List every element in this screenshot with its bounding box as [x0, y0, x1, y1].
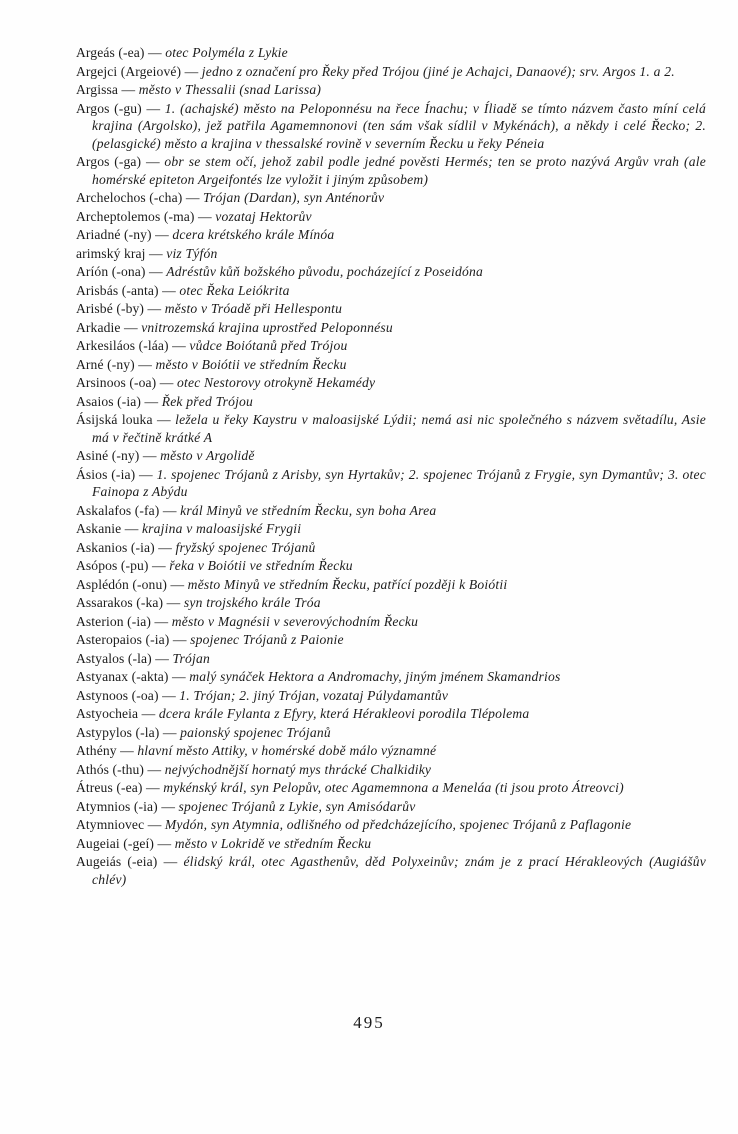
glossary-entry	[76, 44, 706, 62]
entry-term: Arkadie —	[76, 319, 142, 335]
entry-definition: město v Boiótii ve středním Řecku	[155, 356, 347, 372]
entry-definition: syn trojského krále Tróa	[183, 595, 321, 610]
entry-definition: řeka v Boiótii ve středním Řecku	[169, 558, 353, 573]
entry-definition: Trójan (Dardan), syn Anténorův	[203, 190, 385, 205]
glossary-entry	[76, 835, 706, 853]
entry-term: Arsinoos (-oa) —	[76, 375, 177, 390]
glossary-entry	[76, 189, 706, 207]
entry-term: Argos (-gu) —	[76, 100, 165, 116]
glossary-entry	[76, 779, 706, 797]
entry-definition: hlavní město Attiky, v homérské době málo významné	[137, 743, 437, 758]
entry-term: Asópos (-pu) —	[76, 558, 170, 573]
entry-term: Astyocheia —	[76, 706, 159, 721]
glossary-entry	[76, 411, 706, 446]
entry-definition: město v Magnésii v severovýchodním Řecku	[171, 613, 419, 629]
glossary-entry	[76, 300, 706, 318]
glossary-entry	[76, 853, 706, 888]
glossary-entry	[76, 742, 706, 760]
entry-term: Ásios (-ia) —	[76, 466, 157, 482]
entry-definition: 1. spojenec Trójanů z Arisby, syn Hyrtakův; 2. spojenec Trójanů z Frygie, syn Dymantův; 3. otec Fainopa z Abýdu	[92, 466, 706, 499]
entry-term: Asiné (-ny) —	[76, 448, 161, 463]
entry-definition: ležela u řeky Kaystru v maloasijské Lýdii; nemá asi nic společného s názvem světadílu, Asie má v řečtině krátké A	[92, 412, 706, 445]
entry-term: arimský kraj —	[76, 245, 167, 261]
entry-definition: otec Nestorovy otrokyně Hekamédy	[177, 375, 376, 390]
entry-term: Archelochos (-cha) —	[76, 190, 204, 205]
entry-term: Arné (-ny) —	[76, 356, 156, 372]
glossary-entry	[76, 466, 706, 501]
entry-term: Arkesiláos (-láa) —	[76, 338, 190, 353]
entry-term: Arisbé (-by) —	[76, 301, 165, 316]
entry-term: Aríón (-ona) —	[76, 264, 167, 279]
glossary-entry	[76, 502, 706, 520]
entry-definition: dcera krále Fylanta z Efyry, která Hérakleovi porodila Tlépolema	[158, 706, 530, 721]
entry-term: Askanie —	[76, 521, 142, 536]
entry-term: Ariadné (-ny) —	[76, 227, 173, 242]
entry-term: Athós (-thu) —	[76, 761, 165, 777]
glossary-entry	[76, 263, 706, 281]
entry-term: Assarakos (-ka) —	[76, 595, 184, 610]
entry-term: Athény —	[76, 743, 138, 758]
glossary-entry	[76, 282, 706, 300]
entry-definition: otec Polyméla z Lykie	[165, 45, 288, 60]
entry-definition: město Minyů ve středním Řecku, patřící později k Boiótii	[187, 576, 508, 592]
entry-term: Ásijská louka —	[76, 412, 176, 427]
glossary-entry	[76, 761, 706, 779]
entry-term: Argos (-ga) —	[76, 154, 165, 169]
entry-definition: Adréstův kůň božského původu, pocházející z Poseidóna	[166, 264, 483, 279]
entry-definition: otec Řeka Leiókrita	[179, 282, 290, 298]
entry-term: Archeptolemos (-ma) —	[76, 208, 216, 224]
entry-definition: Trójan	[172, 650, 210, 666]
entry-definition: král Minyů ve středním Řecku, syn boha Area	[180, 502, 437, 518]
glossary-entry	[76, 153, 706, 188]
glossary-entry	[76, 539, 706, 557]
glossary-entry	[76, 798, 706, 816]
entry-term: Argeás (-ea) —	[76, 45, 166, 60]
entry-definition: Mydón, syn Atymnia, odlišného od předcházejícího, spojenec Trójanů z Paflagonie	[164, 817, 632, 832]
glossary-entry	[76, 668, 706, 686]
glossary-entry	[76, 245, 706, 263]
entry-definition: vozataj Hektorův	[215, 208, 312, 224]
entry-term: Argejci (Argeiové) —	[76, 63, 202, 79]
entry-term: Askanios (-ia) —	[76, 539, 176, 555]
entry-definition: spojenec Trójanů z Lykie, syn Amisódarův	[178, 798, 416, 814]
glossary-entry	[76, 631, 706, 649]
glossary-entry	[76, 337, 706, 355]
entry-definition: viz Týfón	[166, 245, 218, 261]
glossary-entry	[76, 356, 706, 374]
glossary-entry	[76, 319, 706, 337]
entry-term: Asteropaios (-ia) —	[76, 632, 191, 647]
glossary-entry	[76, 63, 706, 81]
entry-term: Átreus (-ea) —	[76, 780, 164, 795]
glossary-entry	[76, 576, 706, 594]
glossary-entry	[76, 447, 706, 465]
entry-definition: město v Thessalii (snad Larissa)	[138, 82, 322, 97]
glossary-entry	[76, 650, 706, 668]
entry-term: Arisbás (-anta) —	[76, 282, 180, 298]
entry-term: Astyanax (-akta) —	[76, 669, 190, 684]
entry-term: Atymnios (-ia) —	[76, 798, 179, 814]
entry-term: Augeiás (-eia) —	[76, 854, 184, 869]
entry-definition: malý synáček Hektora a Andromachy, jiným jménem Skamandrios	[189, 669, 561, 684]
glossary-entry	[76, 520, 706, 538]
glossary-entry	[76, 81, 706, 99]
entry-definition: dcera krétského krále Mínóa	[172, 227, 335, 242]
entry-term: Argissa —	[76, 82, 139, 97]
entry-term: Astyalos (-la) —	[76, 650, 173, 666]
entry-definition: město v Argolidě	[160, 448, 255, 463]
glossary-entry	[76, 705, 706, 723]
entry-definition: Řek před Trójou	[161, 393, 254, 409]
entry-definition: fryžský spojenec Trójanů	[175, 539, 316, 555]
glossary-entry	[76, 724, 706, 742]
glossary-entry	[76, 687, 706, 705]
glossary-entry	[76, 816, 706, 834]
glossary-entry	[76, 557, 706, 575]
entry-definition: vnitrozemská krajina uprostřed Peloponnésu	[141, 319, 393, 335]
entry-definition: krajina v maloasijské Frygii	[141, 521, 302, 536]
glossary-entry	[76, 393, 706, 411]
entry-definition: paionský spojenec Trójanů	[180, 724, 331, 740]
entry-definition: nejvýchodnější hornatý mys thrácké Chalkidiky	[164, 761, 432, 777]
glossary-entry	[76, 100, 706, 153]
entry-definition: 1. Trójan; 2. jiný Trójan, vozataj Púlydamantův	[179, 687, 449, 703]
entry-term: Askalafos (-fa) —	[76, 502, 181, 518]
entry-term: Asaios (-ia) —	[76, 393, 162, 409]
entry-term: Augeiai (-geí) —	[76, 835, 175, 851]
entry-definition: jedno z označení pro Řeky před Trójou (jiné je Achajci, Danaové); srv. Argos 1. a 2.	[201, 63, 675, 79]
entry-term: Asterion (-ia) —	[76, 613, 172, 629]
entry-definition: 1. (achajské) město na Peloponnésu na řece Ínachu; v Íliadě se tímto názvem často míní celá krajina (Argolsko), jež patřila Agamemnonovi (ten sám však sídlil v Mykénách), a někdy i celé Řecko; 2. (pelasgické) město a krajina v thessalské rovině v severním Řecku u řeky Péneia	[92, 100, 706, 151]
entry-definition: město v Lokridě ve středním Řecku	[174, 835, 372, 851]
entry-term: Astynoos (-oa) —	[76, 687, 180, 703]
entry-term: Atymniovec —	[76, 817, 165, 832]
glossary-entry	[76, 208, 706, 226]
glossary-entry	[76, 613, 706, 631]
glossary-entry	[76, 226, 706, 244]
entry-term: Asplédón (-onu) —	[76, 576, 188, 592]
entry-definition: obr se stem očí, jehož zabil podle jedné pověsti Hermés; ten se proto nazývá Argův vrah (ale homérské epiteton Argeifontés lze vyložit i jiným způsobem)	[92, 154, 706, 187]
glossary-entry	[76, 594, 706, 612]
entry-definition: élidský král, otec Agasthenův, děd Polyxeinův; znám je z prací Hérakleových (Augiášův chlév)	[92, 854, 706, 887]
page-number: 495	[353, 1013, 385, 1032]
entry-term: Astypylos (-la) —	[76, 724, 181, 740]
entry-definition: mykénský král, syn Pelopův, otec Agamemnona a Meneláa (ti jsou proto Átreovci)	[163, 780, 624, 795]
entry-definition: vůdce Boiótanů před Trójou	[189, 338, 348, 353]
entry-definition: město v Tróadě při Hellespontu	[164, 301, 343, 316]
glossary-entry	[76, 374, 706, 392]
glossary-list	[76, 44, 706, 889]
entry-definition: spojenec Trójanů z Paionie	[190, 632, 344, 647]
